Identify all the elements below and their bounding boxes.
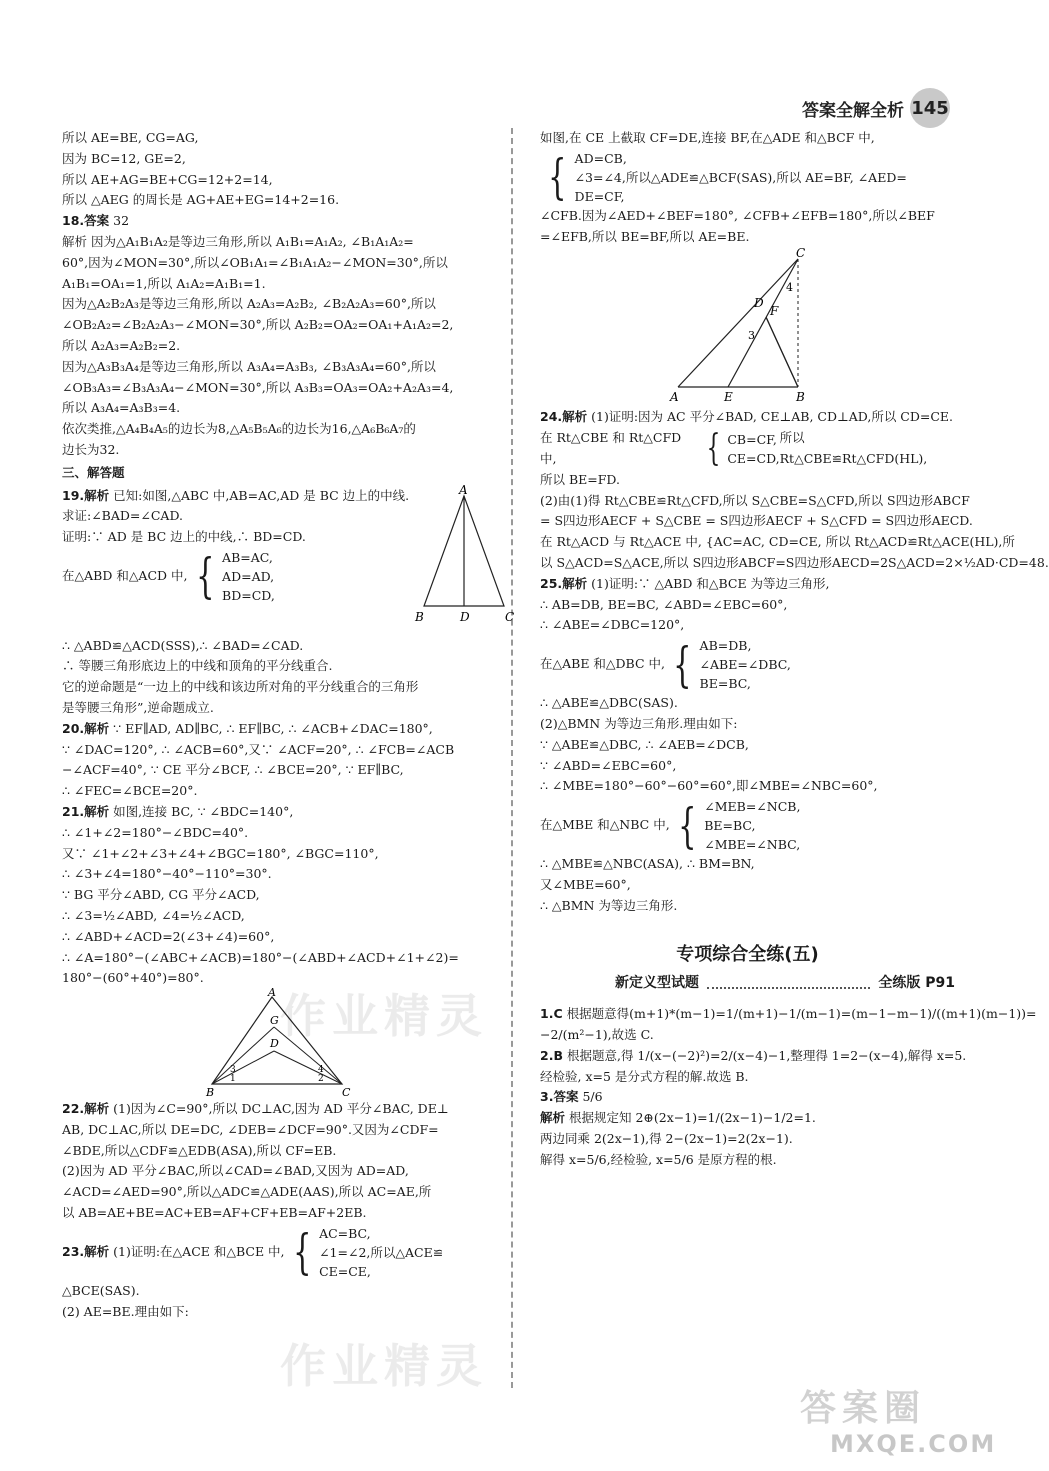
text-line: ∴ ∠MBE=180°−60°−60°=60°,即∠MBE=∠NBC=60°, [540,778,878,794]
q21-label: 21.解析 [62,803,110,819]
q23-brace [62,1224,502,1281]
q24-label: 24.解析 [540,409,588,425]
q23-brace-2 [540,149,955,206]
label-G: G [270,1014,279,1028]
text-line: ∴ ∠ABD+∠ACD=2(∠3+∠4)=60°, [62,928,275,944]
left-brace-icon: { [292,1224,311,1281]
angle-2: 2 [318,1074,324,1085]
text-line: 如图,在 CE 上截取 CF=DE,连接 BF,在△ADE 和△BCF 中, [540,130,875,145]
text-line: ∠OB₂A₂=∠B₂A₂A₃−∠MON=30°,所以 A₂B₂=OA₂=OA₁+A₁A₂=2, [62,317,454,333]
leader-dots [707,979,870,989]
q23-label: 23.解析 [62,1243,110,1259]
special-section-title: 专项综合全练(五) [676,943,819,965]
q19-label: 19.解析 [62,487,110,503]
angle-3: 3 [747,329,755,343]
text-line: 根据题意得(m+1)*(m−1)=1/(m+1)−1/(m−1)=(m−1−m−1)/((m+1)(m−1))= [566,1006,1037,1022]
label-A: A [268,986,276,1000]
brace-line: AD=CB, [574,150,627,166]
brace-line: ∠1=∠2,所以△ACE≌ [319,1244,444,1260]
text-line: 它的逆命题是“一边上的中线和该边所对角的平分线重合的三角形 [62,679,419,695]
p3-label: 3.答案 [540,1089,579,1105]
text-line: 因为△A₂B₂A₃是等边三角形,所以 A₂A₃=A₂B₂, ∠B₂A₂A₃=60°,所以 [62,296,436,312]
label-E: E [723,390,733,405]
text-line: 在△MBE 和△NBC 中, [540,817,670,833]
label-D: D [270,1037,279,1051]
text-line: −∠ACF=40°, ∵ CE 平分∠BCF, ∴ ∠BCE=20°, ∵ EF∥BC, [62,762,404,778]
text-line: 所以 Rt△CBE≌Rt△CFD(HL), [779,430,928,466]
left-column [62,128,515,1322]
header-title: 答案全解全析 [802,100,904,121]
text-line: 在△ABE 和△DBC 中, [540,656,665,672]
q19-brace [62,548,409,605]
left-brace-icon: { [548,149,567,206]
text-line: ∴ ∠FEC=∠BCE=20°. [62,783,198,799]
text-line: ∠OB₃A₃=∠B₃A₃A₄−∠MON=30°,所以 A₃B₃=OA₃=OA₂+A₂A₃=4, [62,379,454,395]
brace-line: CE=CE, [319,1263,371,1279]
brace-line: AD=AD, [222,568,275,584]
column-divider [511,128,513,1388]
text-line: A₁B₁=OA₁=1,所以 A₁A₂=A₁B₁=1. [62,275,266,291]
q18-label: 18.答案 [62,213,110,229]
text-line: 已知:如图,△ABC 中,AB=AC,AD 是 BC 边上的中线. [113,487,410,503]
brace-line: BE=BC, [699,676,751,692]
text-line: ∠CFB.因为∠AED+∠BEF=180°, ∠CFB+∠EFB=180°,所以∠BEF [540,207,935,223]
text-line: 边长为32. [62,441,120,457]
label-C: C [795,246,805,261]
special-subtitle-row [540,973,955,994]
text-line: 180°−(60°+40°)=80°. [62,970,204,986]
brace-line: ∠MEB=∠NCB, [704,799,801,815]
page-header [802,88,950,128]
text-line: ∴ ∠3=½∠ABD, ∠4=½∠ACD, [62,907,245,923]
label-A: A [459,482,468,497]
text-line: ∠BDE,所以△CDF≌△EDB(ASA),所以 CF=EB. [62,1142,337,1158]
q20-label: 20.解析 [62,720,110,736]
angle-3: 3 [230,1065,236,1076]
left-brace-icon: { [707,427,721,469]
text-line: (1)证明:因为 AC 平分∠BAD, CE⊥AB, CD⊥AD,所以 CD=CE. [591,409,954,425]
right-column [540,128,1049,1171]
brace-line: ∠ABE=∠DBC, [699,657,791,673]
q25-label: 25.解析 [540,575,588,591]
label-C: C [342,1086,351,1100]
q25-brace-1 [540,636,955,693]
brace-line: CE=CD, [727,450,780,466]
text-line: ∴ AB=DB, BE=BC, ∠ABD=∠EBC=60°, [540,596,788,612]
text-line: (2)因为 AD 平分∠BAC,所以∠CAD=∠BAD,又因为 AD=AD, [62,1163,409,1179]
angle-1: 1 [230,1074,236,1085]
text-line: ∠ACD=∠AED=90°,所以△ADC≌△ADE(AAS),所以 AC=AE,所 [62,1184,432,1200]
q23-figure [668,247,828,407]
text-line: ∵ BG 平分∠ABD, CG 平分∠ACD, [62,887,260,903]
text-line: 所以 AE=BE, CG=AG, [62,130,199,145]
text-line: −2/(m²−1),故选 C. [540,1026,654,1042]
q24-brace [540,428,955,470]
text-line: ∴ ∠A=180°−(∠ABC+∠ACB)=180°−(∠ABD+∠ACD+∠1+∠2)= [62,949,459,965]
label-F: F [769,304,778,319]
angle-4: 4 [785,281,793,295]
text-line: 所以 BE=FD. [540,471,620,487]
text-line: 在 Rt△CBE 和 Rt△CFD 中, [540,430,682,466]
text-line: 因为△A₃B₃A₄是等边三角形,所以 A₃A₄=A₃B₃, ∠B₃A₃A₄=60°,所以 [62,358,436,374]
text-line: 解析 因为△A₁B₁A₂是等边三角形,所以 A₁B₁=A₁A₂, ∠B₁A₁A₂= [62,233,414,249]
page-number-badge: 145 [910,88,950,128]
watermark-site: MXQE.COM [830,1430,997,1458]
watermark-text: 作业精灵 [280,989,488,1043]
watermark-text-2: 作业精灵 [280,1339,488,1393]
q22-label: 22.解析 [62,1101,110,1117]
text-line: 又∠MBE=60°, [540,876,631,892]
special-ref: 全练版 P91 [878,975,955,992]
text-line: ∴ △ABD≌△ACD(SSS),∴ ∠BAD=∠CAD. [62,637,304,653]
text-line: ∴ △MBE≌△NBC(ASA), ∴ BM=BN, [540,856,755,872]
text-line: 所以 △AEG 的周长是 AG+AE+EG=14+2=16. [62,192,340,208]
brace-line: ∠3=∠4,所以△ADE≌△BCF(SAS),所以 AE=BF, ∠AED= [574,169,907,185]
text-line: =∠EFB,所以 BE=BF,所以 AE=BE. [540,228,750,244]
text-line: 证明:∵ AD 是 BC 边上的中线,∴ BD=CD. [62,529,306,545]
angle-4: 4 [318,1065,324,1076]
brace-line: AC=BC, [319,1225,371,1241]
text-line: 以 AB=AE+BE=AC+EB=AF+CF+EB=AF+2EB. [62,1205,367,1221]
text-line: AB, DC⊥AC,所以 DE=DC, ∠DEB=∠DCF=90°.又因为∠CDF= [62,1121,439,1137]
text-line: ∴ △BMN 为等边三角形. [540,897,678,913]
text-line: 所以 AE+AG=BE+CG=12+2=14, [62,171,273,187]
text-line: △BCE(SAS). [62,1282,140,1298]
text-line: 求证:∠BAD=∠CAD. [62,508,184,524]
text-line: 在 Rt△ACD 与 Rt△ACE 中, {AC=AC, CD=CE, 所以 Rt△ACD≌Rt△ACE(HL),所 [540,534,1015,550]
text-line: ∴ △ABE≌△DBC(SAS). [540,695,678,711]
p3-sub-label: 解析 [540,1110,566,1126]
text-line: 是等腰三角形”,逆命题成立. [62,699,214,715]
label-D: D [753,296,764,311]
left-brace-icon: { [677,797,697,854]
text-line: ∵ ∠ABD=∠EBC=60°, [540,757,677,773]
text-line: 所以 A₃A₄=A₃B₃=4. [62,400,181,416]
text-line: = S四边形AECF + S△CBE = S四边形AECF + S△CFD = S四边形AECD. [540,513,973,529]
text-line: (2)由(1)得 Rt△CBE≌Rt△CFD,所以 S△CBE=S△CFD,所以 S四边形ABCF [540,492,970,508]
text-line: ∴ 等腰三角形底边上的中线和顶角的平分线重合. [62,658,333,674]
brace-line: CB=CF, [727,431,777,447]
q19-block [62,482,515,636]
label-D: D [460,609,470,624]
text-line: 依次类推,△A₄B₄A₅的边长为8,△A₅B₅A₆的边长为16,△A₆B₆A₇的 [62,421,416,437]
brace-line: AB=DB, [699,638,752,654]
q19-triangle-figure [409,482,519,636]
label-B: B [795,390,805,405]
q18-answer [62,211,502,232]
special-subtitle: 新定义型试题 [615,975,699,992]
text-line: 如图,连接 BC, ∵ ∠BDC=140°, [113,803,294,819]
text-line: 解得 x=5/6,经检验, x=5/6 是原方程的根. [540,1151,777,1167]
text-line: 以 S△ACD=S△ACE,所以 S四边形ABCF=S四边形AECD=2S△ACD=2×½AD·CD=48. [540,554,1049,570]
text-line: 因为 BC=12, GE=2, [62,150,186,166]
text-line: 60°,因为∠MON=30°,所以∠OB₁A₁=∠B₁A₁A₂−∠MON=30°,所以 [62,254,448,270]
text-line: 又∵ ∠1+∠2+∠3+∠4+∠BGC=180°, ∠BGC=110°, [62,845,379,861]
text-line: (2)△BMN 为等边三角形.理由如下: [540,715,738,731]
watermark-logo: 答案圈 [800,1388,927,1429]
text-line: ∴ ∠3+∠4=180°−40°−110°=30°. [62,866,272,882]
text-line: 经检验, x=5 是分式方程的解.故选 B. [540,1068,749,1084]
text-line: ∴ ∠ABE=∠DBC=120°, [540,617,685,633]
q25-brace-2 [540,797,955,854]
brace-line: ∠MBE=∠NBC, [704,837,801,853]
label-B: B [206,1086,215,1100]
brace-line: BE=BC, [704,818,756,834]
q18-answer-value: 32 [113,213,130,229]
text-line: (1)证明:在△ACE 和△BCE 中, [113,1243,285,1259]
label-C: C [505,609,515,624]
brace-line: BD=CD, [222,587,275,603]
brace-line: DE=CF, [574,188,625,204]
text-line: (2) AE=BE.理由如下: [62,1303,189,1319]
text-line: 所以 A₂A₃=A₂B₂=2. [62,337,181,353]
p2-label: 2.B [540,1047,563,1063]
text-line: 根据规定知 2⊕(2x−1)=1/(2x−1)−1/2=1. [569,1110,816,1126]
text-line: (1)因为∠C=90°,所以 DC⊥AC,因为 AD 平分∠BAC, DE⊥ [113,1101,449,1117]
text-line: 两边同乘 2(2x−1),得 2−(2x−1)=2(2x−1). [540,1130,793,1146]
text-line: ∵ △ABE≌△DBC, ∴ ∠AEB=∠DCB, [540,736,749,752]
brace-line: AB=AC, [222,549,273,565]
text-line: ∵ EF∥AD, AD∥BC, ∴ EF∥BC, ∴ ∠ACB+∠DAC=180°, [113,720,433,736]
left-brace-icon: { [673,636,692,693]
label-A: A [669,390,679,405]
text-line: 根据题意,得 1/(x−(−2)²)=2/(x−4)−1,整理得 1=2−(x−4),解得 x=5. [566,1047,967,1063]
p1-label: 1.C [540,1006,563,1022]
label-B: B [415,609,424,624]
q23-figure-wrap [540,247,955,407]
p3-answer: 5/6 [582,1089,603,1105]
text-line: ∴ ∠1+∠2=180°−∠BDC=40°. [62,824,249,840]
text-line: 在△ABD 和△ACD 中, [62,568,188,584]
text-line: ∵ ∠DAC=120°, ∴ ∠ACB=60°,又∵ ∠ACF=20°, ∴ ∠FCB=∠ACB [62,741,455,757]
left-brace-icon: { [195,548,214,605]
text-line: (1)证明:∵ △ABD 和△BCE 为等边三角形, [591,575,830,591]
section-heading: 三、解答题 [62,464,125,480]
